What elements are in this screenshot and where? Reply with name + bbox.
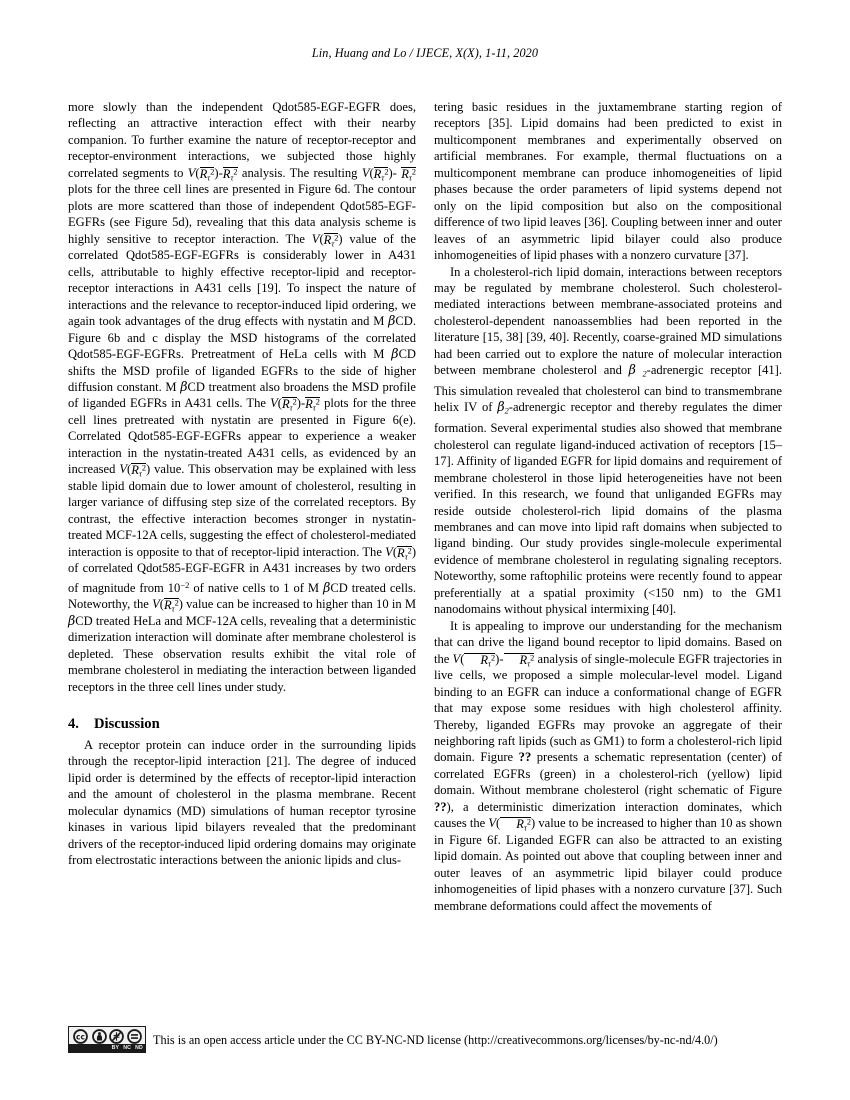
right-column	[434, 99, 782, 1024]
overline-group: $R_\tau^2$	[504, 653, 535, 669]
beta-symbol: β	[180, 378, 188, 394]
text-run: of correlated Qdot585-EGF-EGFR in A431 increases by two orders of magnitude from 10	[68, 561, 416, 595]
running-head: Lin, Huang and Lo / IJECE, X(X), 1-11, 2020	[311, 46, 539, 60]
math-v-rtau2-i: V( $R_\tau^2$)	[488, 816, 536, 833]
overline-group: $R_\tau^2$	[305, 397, 320, 413]
overline-group: $R_\tau^2$	[323, 232, 339, 249]
overline-group: $R_\tau^2$	[500, 817, 531, 833]
paragraph-results-continued	[68, 99, 416, 695]
beta-subscript-two: 2	[642, 369, 647, 379]
cc-label-nc: NC	[123, 1045, 132, 1051]
text-run: CD treated HeLa and MCF-12A cells, revealing that a deterministic dimerization interaction will dominate after membrane cholesterol is depleted. These observation results exhibit the vital role of membrane cholesterol in mediating the interaction between liganded receptors in the three cell lines under study.	[68, 613, 416, 694]
text-run: CD treatment also broadens the MSD profile of liganded EGFRs in A431 cells. The	[68, 379, 416, 411]
text-run: In a cholesterol-rich lipid domain, interactions between receptors may be regulated by membrane cholesterol. Such cholesterol-mediated interactions between membrane-associated proteins and cholesterol-dependent nanoassemblies had been reported in the literature [15, 38] [39, 40]. Recently, coarse-grained MD simulations had been carried out to explore the nature of molecular interaction between membrane cholesterol and	[434, 264, 782, 378]
section-title: Discussion	[94, 715, 160, 732]
text-run: analysis of single-molecule EGFR trajectories in live cells, we proposed a simple molecular-level model. Ligand binding to an EGFR can induce a conformational change of EGFR that may expose some residues with high cholesterol affinity. Thereby, liganded EGFRs may provoke an aggregate of their neighboring raft lipids (such as GM1) to form a cholesterol-rich lipid domain. Figure	[434, 651, 782, 765]
beta-symbol: β	[323, 579, 331, 595]
broken-figure-reference: ??	[518, 750, 532, 765]
math-v-rtau2-minus-rtau2-b: $V(R_\tau^2)-$ $R_\tau^2$	[361, 165, 416, 183]
cc-label-nd: ND	[135, 1045, 143, 1051]
overline-group: $R_\tau^2$	[397, 545, 412, 562]
text-run: value to be increased to higher than 10 as shown in Figure 6f. Liganded EGFR can also be attracted to an existing lipid domain. As pointed out above that coupling between inner and outer leaves of an asymmetric lipid bilayer could produce inhomogeneities of lipid phases with a nonzero curvature [37]. Such membrane deformations could affect the movements of	[434, 816, 782, 913]
text-run: value can be increased to higher than 10 in M	[182, 597, 416, 612]
paragraph-mechanism-model	[434, 618, 782, 914]
exponent-minus-two: −2	[180, 579, 190, 590]
math-v-rtau2-g: $V(R_\tau^2)$	[152, 597, 183, 614]
cc-nc-noncommercial-icon	[109, 1029, 124, 1044]
text-run: plots for the three cell lines are presented in Figure 6d. The contour plots are more scattered than those of independent Qdot585-EGF-EGFRs (see Figure 5d), revealing that this data analysis scheme is highly sensitive to receptor interaction. The	[68, 182, 416, 246]
paragraph-discussion-intro: A receptor protein can induce order in the surrounding lipids through the receptor-lipid interaction [21]. The degree of induced lipid order is determined by the effects of receptor-lipid interaction and the amount of cholesterol in the plasma membrane. Recent molecular dynamics (MD) simulations of human receptor tyrosine kinases in various lipid bilayers revealed that the predominant drivers of the receptor-induced lipid ordering domains may originate from electrostatic interactions between the anionic lipids and clus-	[68, 737, 416, 868]
text-run: presents a schematic representation (center) of correlated EGFRs (green) in a cholesterol-rich (yellow) lipid domain. Without membrane cholesterol (right schematic of Figure	[434, 750, 782, 798]
math-v-rtau2-minus-rtau2-d: $V(R_\tau^2)-R_\tau^2$	[270, 396, 320, 413]
overline-group: $R_\tau^2$	[163, 598, 179, 614]
beta-symbol: β	[497, 399, 505, 415]
left-column	[68, 99, 416, 1024]
overline-group: $R_\tau^2$	[131, 463, 146, 479]
license-statement: This is an open access article under the CC BY-NC-ND license (http://creativecommons.org/licenses/by-nc-nd/4.0/)	[153, 1032, 718, 1047]
math-v-rtau2-f: $V(R_\tau^2)$	[385, 544, 416, 562]
math-v-rtau2-minus-rtau2-h: V( $R_\tau^2)-$ $R_\tau^2$	[452, 651, 535, 668]
overline-group: $R_\tau^2$	[281, 397, 297, 413]
beta-symbol: β	[391, 346, 399, 362]
math-v-rtau2-c: $V(R_\tau^2)$	[311, 231, 343, 249]
text-run: CD treated cells. Noteworthy, the	[68, 580, 416, 612]
beta-symbol: β	[388, 313, 396, 329]
overline-group: $R_\tau^2$	[222, 166, 238, 183]
text-run: -adrenergic receptor and thereby regulates the dimer formation. Several experimental studies also showed that membrane cholesterol can regulate ligand-induced activation of receptors [15–17]. Affinity of liganded EGFR for lipid domains and requirement of membrane cholesterol in those lipid heterogeneities have not been verified. In this research, we found that unliganded EGFRs may reside outside cholesterol-rich lipid domains of the plasma membranes and can move into lipid raft domains when subjected to ligand binding. Our study provides single-molecule experimental evidence of membrane cholesterol in regulating signaling receptors. Noteworthy, some raftophilic proteins were recently found to appear preferentially at a spatial proximity (<150 nm) to the GM1 nanodomains without physical intermixing [40].	[434, 400, 782, 617]
cc-icon-row	[69, 1027, 145, 1045]
svg-text:cc: cc	[76, 1032, 86, 1041]
math-v-rtau2-e: $V(R_\tau^2)$	[119, 462, 151, 479]
section-number: 4.	[68, 715, 79, 732]
two-column-body	[68, 99, 782, 1024]
cc-by-person-icon	[92, 1029, 107, 1044]
text-run: value. This observation may be explained with less stable lipid domain due to lower amount of cholesterol, resulting in larger variance of diffusing step size of the correlated receptors. By contrast, the effective interaction becomes stronger in nystatin-treated MCF-12A cells, suggesting the effect of cholesterol-mediated interaction is opposite to that of receptor-lipid interaction. The	[68, 462, 416, 559]
cc-logo-icon	[72, 1029, 89, 1044]
text-run: ), a deterministic dimerization interaction dominates, which causes the	[434, 799, 782, 831]
text-run: CD shifts the MSD profile of liganded EGFRs to the side of higher diffusion constant. M	[68, 347, 416, 394]
math-v-rtau2-minus-rtau2-a: $V(R_\tau^2)-R_\tau^2$	[187, 165, 238, 183]
creative-commons-badge[interactable]	[68, 1026, 146, 1053]
text-run: plots for the three cell lines pretreated with nystatin are presented in Figure 6(e). Correlated Qdot585-EGF-EGFRs appear to experience a weaker interaction in the nystatin-treated A431 cells, as evidenced by an increased	[68, 396, 416, 477]
overline-group: $R_\tau^2$	[464, 653, 495, 669]
text-run: analysis. The resulting	[237, 165, 362, 180]
broken-figure-reference: ??	[434, 799, 447, 814]
cc-label-by: BY	[111, 1045, 120, 1051]
text-run: It is appealing to improve our understanding for the mechanism that can drive the ligand bound receptor to lipid domains. Based on the	[434, 618, 782, 666]
license-footer	[68, 1026, 782, 1053]
text-run: value of the correlated Qdot585-EGF-EGFRs is considerably lower in A431 cells, attributable to highly effective receptor-lipid and receptor-receptor interactions in A431 cells [19]. To inspect the nature of interactions and the relevance to receptor-induced lipid ordering, we again took advantages of the drug effects with nystatin and M	[68, 231, 416, 329]
beta-subscript-two: 2	[504, 406, 509, 416]
paragraph-lipid-domains: tering basic residues in the juxtamembrane starting region of receptors [35]. Lipid domains had been predicted to exist in multicomponent membranes and experimentally observed on artificial membranes. For example, thermal fluctuations on a multicomponent membrane can produce inhomogeneities of lipid phases because the order parameters of lipid systems depend not only on the lipid composition but also on the compositional difference of two lipid leaves [36]. Coupling between inner and outer leaves of an asymmetric lipid bilayer could also produce inhomogeneities of lipid phases with a nonzero curvature [37].	[434, 100, 782, 263]
text-run: of native cells to 1 of M	[189, 580, 324, 595]
paragraph-cholesterol-rich	[434, 264, 782, 618]
section-heading-discussion	[68, 715, 416, 734]
beta-symbol: β	[68, 612, 76, 628]
cc-nd-noderivatives-icon	[127, 1029, 142, 1044]
overline-group: $R_\tau^2$	[401, 166, 416, 183]
cc-label-bar	[69, 1044, 145, 1052]
text-run: CD. Figure 6b and c display the MSD histograms of the correlated Qdot585-EGF-EGFRs. Pretreatment of HeLa cells with M	[68, 314, 416, 362]
beta-symbol: β	[628, 362, 636, 378]
overline-group: $R_\tau^2$	[373, 166, 389, 183]
text-run: more slowly than the independent Qdot585-EGF-EGFR does, reflecting an attractive interaction effect with their nearby companion. To further examine the nature of receptor-receptor and receptor-environment interactions, we subjected those highly correlated segments to	[68, 100, 416, 180]
text-run: -adrenergic receptor [41]. This simulation revealed that cholesterol can bind to transmembrane helix IV of	[434, 363, 782, 415]
overline-group: $R_\tau^2$	[199, 166, 215, 183]
